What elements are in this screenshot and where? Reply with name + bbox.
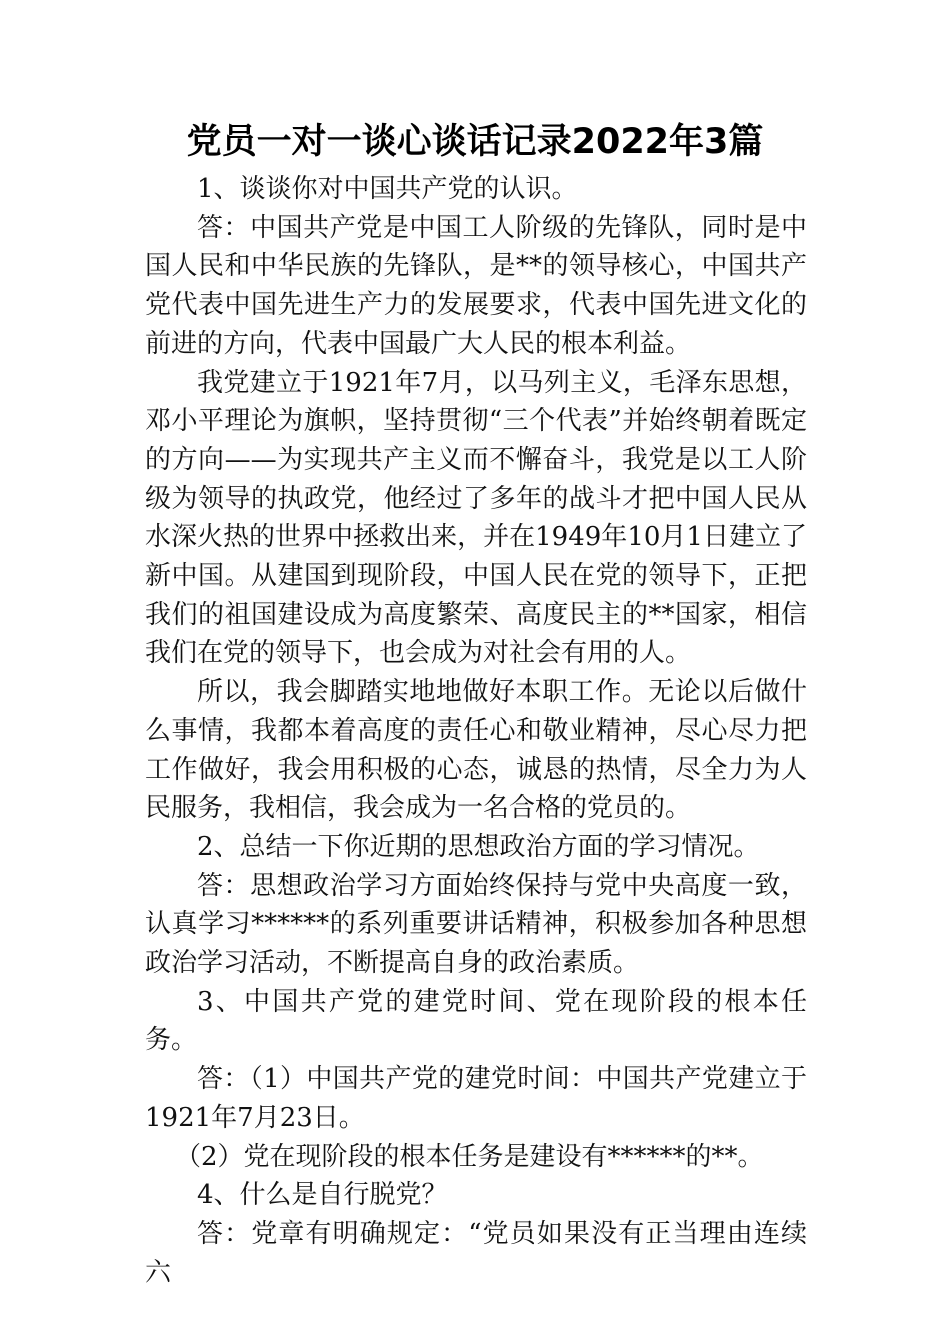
- question-4: 4、什么是自行脱党？: [197, 1180, 448, 1211]
- document-title: 党员一对一谈心谈话记录2022年3篇: [186, 122, 764, 162]
- question-3: 3、中国共产党的建党时间、党在现阶段的根本任务。: [145, 986, 807, 1056]
- question-1: 1、谈谈你对中国共产党的认识。: [197, 174, 578, 204]
- answer-1-paragraph-1: 答：中国共产党是中国工人阶级的先锋队，同时是中国人民和中华民族的先锋队，是**的领导核心，中国共产党代表中国先进生产力的发展要求，代表中国先进文化的前进的方向，代表中国最广大人民的根本利益。: [145, 212, 807, 359]
- answer-3-part-1: 答：（1）中国共产党的建党时间：中国共产党建立于1921年7月23日。: [145, 1064, 807, 1133]
- answer-3-part-2: （2）党在现阶段的根本任务是建设有******的**。: [175, 1141, 764, 1172]
- document-body: [145, 170, 807, 1292]
- answer-1-paragraph-2: 我党建立于1921年7月，以马列主义，毛泽东思想，邓小平理论为旗帜，坚持贯彻“三个代表”并始终朝着既定的方向——为实现共产主义而不懈奋斗，我党是以工人阶级为领导的执政党，他经过了多年的战斗才把中国人民从水深火热的世界中拯救出来，并在1949年10月1日建立了新中国。从建国到现阶段，中国人民在党的领导下，正把我们的祖国建设成为高度繁荣、高度民主的**国家，相信我们在党的领导下，也会成为对社会有用的人。: [145, 367, 807, 669]
- answer-2: 答：思想政治学习方面始终保持与党中央高度一致，认真学习******的系列重要讲话精神，积极参加各种思想政治学习活动，不断提高自身的政治素质。: [145, 870, 807, 979]
- question-2: 2、总结一下你近期的思想政治方面的学习情况。: [197, 831, 760, 862]
- answer-4: 答：党章有明确规定：“党员如果没有正当理由连续六: [145, 1218, 807, 1288]
- answer-1-paragraph-3: 所以，我会脚踏实地地做好本职工作。无论以后做什么事情，我都本着高度的责任心和敬业精神，尽心尽力把工作做好，我会用积极的心态，诚恳的热情，尽全力为人民服务，我相信，我会成为一名合格的党员的。: [145, 677, 807, 824]
